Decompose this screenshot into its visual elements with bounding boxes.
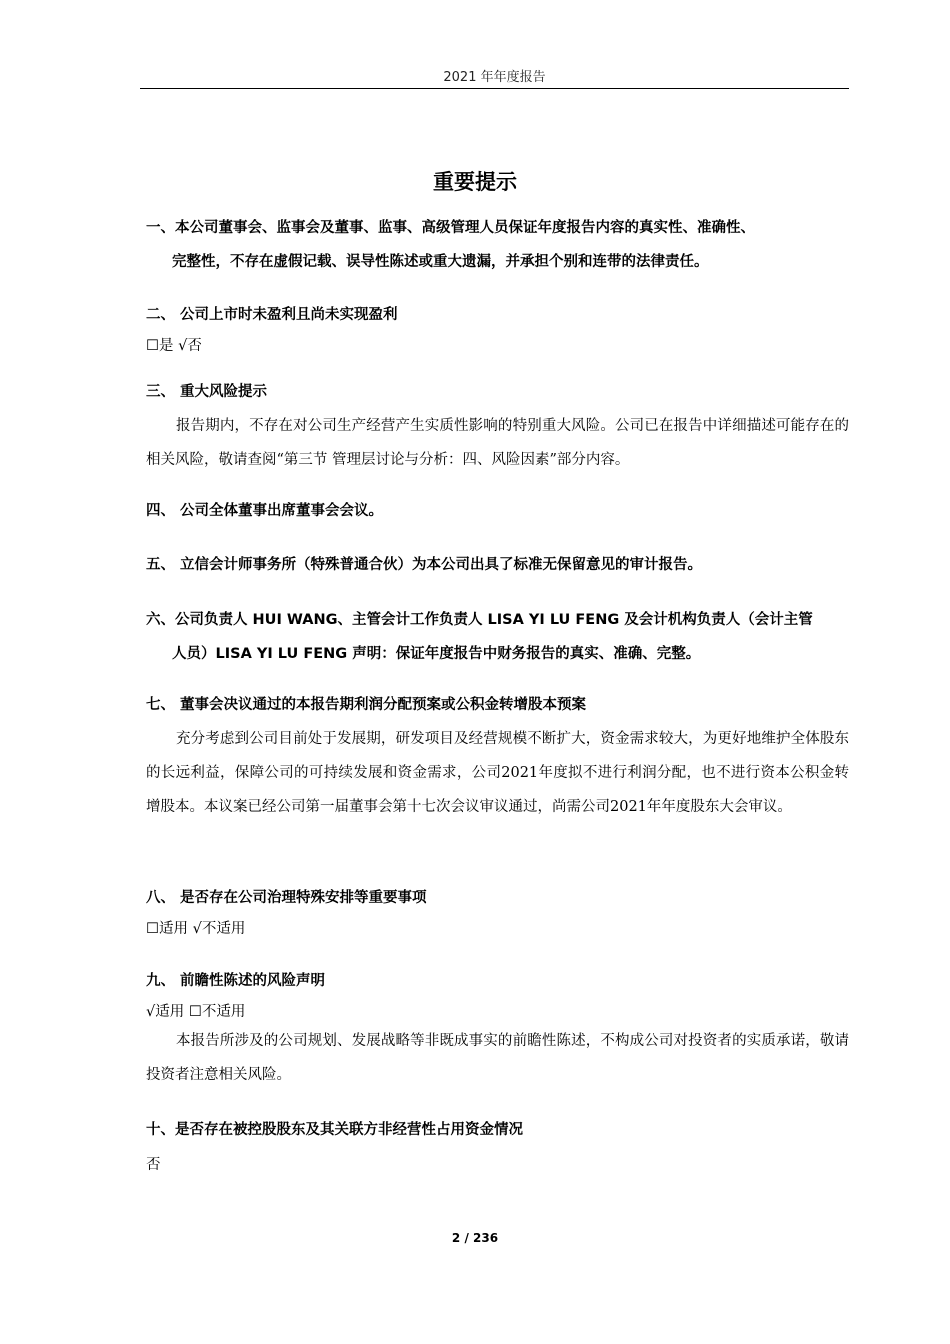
- section-10-heading: 十、是否存在被控股股东及其关联方非经营性占用资金情况: [146, 1122, 523, 1138]
- section-4-heading: 四、 公司全体董事出席董事会会议。: [146, 503, 384, 519]
- section-10-answer: 否: [146, 1157, 161, 1173]
- page-number: 2 / 236: [451, 1231, 499, 1245]
- section-8-options: ☐适用 √不适用: [146, 921, 246, 937]
- section-2-heading: 二、 公司上市时未盈利且尚未实现盈利: [146, 307, 398, 323]
- section-9-body: 本报告所涉及的公司规划、发展战略等非既成事实的前瞻性陈述，不构成公司对投资者的实质承诺，敬请投资者注意相关风险。: [146, 1033, 849, 1083]
- section-8: [146, 881, 849, 941]
- page-title: 重要提示: [433, 170, 517, 194]
- section-8-heading: 八、 是否存在公司治理特殊安排等重要事项: [146, 890, 427, 906]
- header-divider: [140, 88, 849, 89]
- section-1-line-1: 一、本公司董事会、监事会及董事、监事、高级管理人员保证年度报告内容的真实性、准确性、: [146, 220, 755, 236]
- section-6: [146, 603, 849, 671]
- section-7: [146, 688, 849, 824]
- section-3-heading: 三、 重大风险提示: [146, 384, 268, 400]
- section-1-line-2: 完整性，不存在虚假记载、误导性陈述或重大遗漏，并承担个别和连带的法律责任。: [172, 254, 709, 270]
- section-1: [146, 211, 849, 279]
- section-2: [146, 298, 849, 358]
- section-6-line-2: 人员）LISA YI LU FENG 声明：保证年度报告中财务报告的真实、准确、完整。: [172, 646, 701, 662]
- section-4: [146, 494, 849, 528]
- section-3-body: 报告期内，不存在对公司生产经营产生实质性影响的特别重大风险。公司已在报告中详细描述可能存在的相关风险，敬请查阅“第三节 管理层讨论与分析：四、风险因素”部分内容。: [146, 418, 849, 468]
- section-3: [146, 375, 849, 477]
- page-header: 2021 年年度报告: [443, 70, 546, 85]
- section-10: [146, 1113, 849, 1177]
- section-7-body: 充分考虑到公司目前处于发展期，研发项目及经营规模不断扩大，资金需求较大，为更好地维护全体股东的长远利益，保障公司的可持续发展和资金需求，公司2021年度拟不进行利润分配，也不进行资本公积金转增股本。本议案已经公司第一届董事会第十七次会议审议通过，尚需公司2021年年度股东大会审议。: [146, 731, 849, 815]
- section-2-options: ☐是 √否: [146, 338, 202, 354]
- section-5: [146, 548, 849, 582]
- section-9: [146, 964, 849, 1092]
- section-6-line-1: 六、公司负责人 HUI WANG、主管会计工作负责人 LISA YI LU FENG 及会计机构负责人（会计主管: [146, 612, 813, 628]
- section-9-heading: 九、 前瞻性陈述的风险声明: [146, 973, 326, 989]
- section-5-heading: 五、 立信会计师事务所（特殊普通合伙）为本公司出具了标准无保留意见的审计报告。: [146, 557, 703, 573]
- section-9-options: √适用 ☐不适用: [146, 1004, 246, 1020]
- section-7-heading: 七、 董事会决议通过的本报告期利润分配预案或公积金转增股本预案: [146, 697, 587, 713]
